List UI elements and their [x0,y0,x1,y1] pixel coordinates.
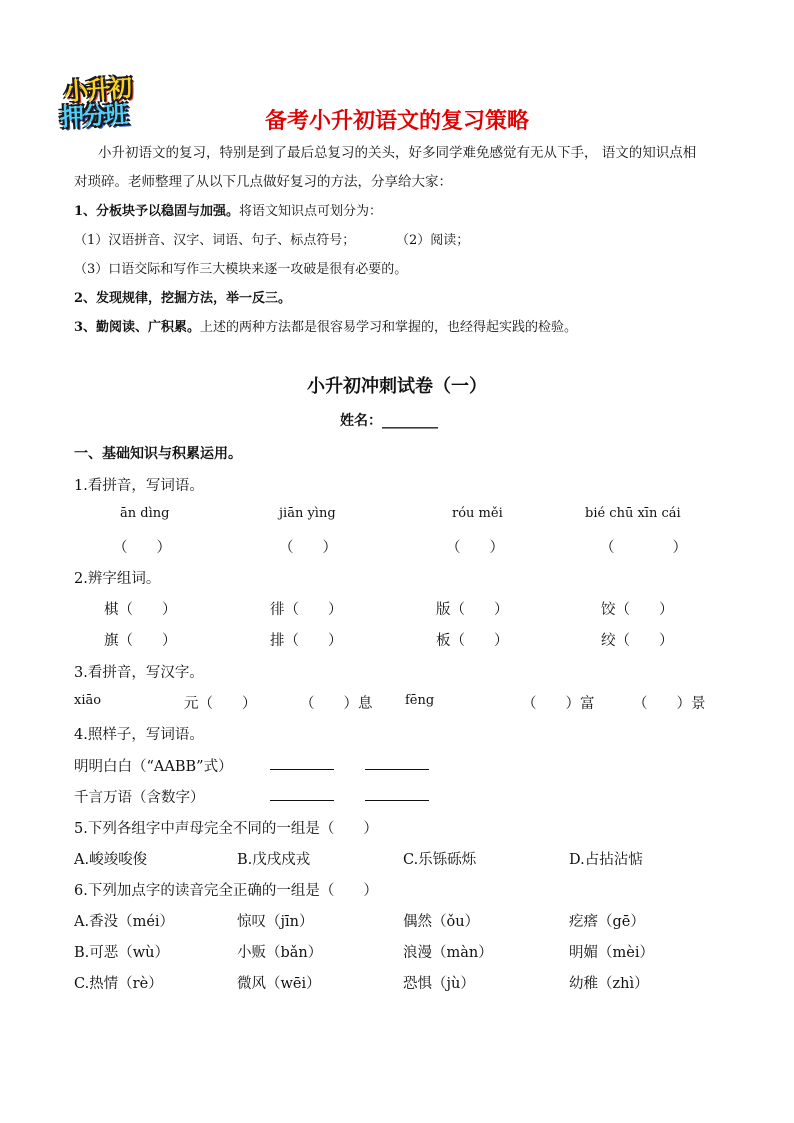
tip3-text: 上述的两种方法都是很容易学习和掌握的，也经得起实践的检验。 [200,320,578,335]
q6-option-b[interactable]: B.可恶（wù） [74,945,170,961]
tip2: 2、发现规律，挖掘方法，举一反三。 [74,291,292,306]
q1-blank[interactable]: （ ） [446,540,504,556]
q6-item: 明媚（mèi） [569,945,654,961]
q1-title: 1.看拼音，写词语。 [74,478,204,494]
intro-line2: 对琐碎。老师整理了从以下几点做好复习的方法，分享给大家： [74,174,452,190]
q1-blank[interactable]: （ ） [279,540,337,556]
exam-title: 小升初冲刺试卷（一） [307,376,487,397]
q2-item[interactable]: 绞（ ） [601,633,674,649]
q3-item[interactable]: （ ）景 [633,696,706,712]
q5-option-c[interactable]: C.乐铄砾烁 [403,852,477,868]
q4-answer-line[interactable] [365,786,429,805]
tip1-sub1: （1）汉语拼音、汉字、词语、句子、标点符号； [74,233,356,248]
q1-pinyin: róu měi [452,506,503,521]
tip1-text: 将语文知识点可划分为： [239,204,383,219]
q6-option-a[interactable]: A.香没（méi） [74,914,175,930]
q6-item: 浪漫（màn） [403,945,493,961]
q6-item: 惊叹（jīn） [237,914,314,930]
q5-option-d[interactable]: D.占拈沾惦 [569,852,643,868]
q3-item[interactable]: （ ）富 [522,696,595,712]
tip3 [74,318,577,338]
q6-item: 小贩（bǎn） [237,945,323,961]
q6-title: 6.下列加点字的读音完全正确的一组是（ ） [74,883,378,899]
q1-pinyin: bié chū xīn cái [585,506,681,521]
logo-line2: 押分班 [59,100,127,132]
q4-title: 4.照样子，写词语。 [74,727,204,743]
q5-option-b[interactable]: B.戊戌戍戎 [237,852,311,868]
section1-title: 一、基础知识与积累运用。 [74,446,242,462]
name-field: 姓名：________ [340,413,438,429]
q1-blank[interactable]: （ ） [600,540,687,556]
q4-answer-line[interactable] [365,755,429,774]
q2-item[interactable]: 板（ ） [436,633,509,649]
q6-item: 偶然（ǒu） [403,914,480,930]
q5-title: 5.下列各组字中声母完全不同的一组是（ ） [74,821,378,837]
q2-item[interactable]: 棋（ ） [104,602,177,618]
q4-row1-label: 明明白白（“AABB”式） [74,759,233,775]
q4-row2-label: 千言万语（含数字） [74,790,205,806]
q1-pinyin: jiān yìng [279,506,336,521]
q6-item: 幼稚（zhì） [569,976,649,992]
q3-title: 3.看拼音，写汉字。 [74,665,204,681]
q5-option-a[interactable]: A.峻竣唆俊 [74,852,148,868]
q3-pinyin: fēng [405,693,435,708]
logo-line1: 小升初 [63,73,132,107]
tip1 [74,202,382,222]
q2-item[interactable]: 排（ ） [270,633,343,649]
q6-item: 微风（wēi） [237,976,321,992]
tip1-sub2: （2）阅读； [396,233,470,248]
q3-item[interactable]: （ ）息 [300,696,373,712]
q2-title: 2.辨字组词。 [74,571,161,587]
q2-item[interactable]: 徘（ ） [270,602,343,618]
q4-answer-line[interactable] [270,786,334,805]
q6-item: 恐惧（jù） [403,976,475,992]
q3-pinyin: xiāo [74,693,102,708]
intro-line1: 小升初语文的复习，特别是到了最后总复习的关头，好多同学难免感觉有无从下手， 语文的知识点相 [98,145,697,161]
q2-item[interactable]: 饺（ ） [601,602,674,618]
tip3-heading: 3、勤阅读、广积累。 [74,320,201,335]
tip1-heading: 1、分板块予以稳固与加强。 [74,204,240,219]
q4-answer-line[interactable] [270,755,334,774]
q2-item[interactable]: 版（ ） [436,602,509,618]
page-title: 备考小升初语文的复习策略 [264,109,529,134]
q1-pinyin: ān dìng [120,506,170,521]
q2-item[interactable]: 旗（ ） [104,633,177,649]
q6-item: 疙瘩（gē） [569,914,645,930]
q6-option-c[interactable]: C.热情（rè） [74,976,163,992]
q3-item[interactable]: 元（ ） [184,696,257,712]
q1-blank[interactable]: （ ） [113,540,171,556]
tip1-sub3: （3）口语交际和写作三大模块来逐一攻破是很有必要的。 [74,262,408,277]
